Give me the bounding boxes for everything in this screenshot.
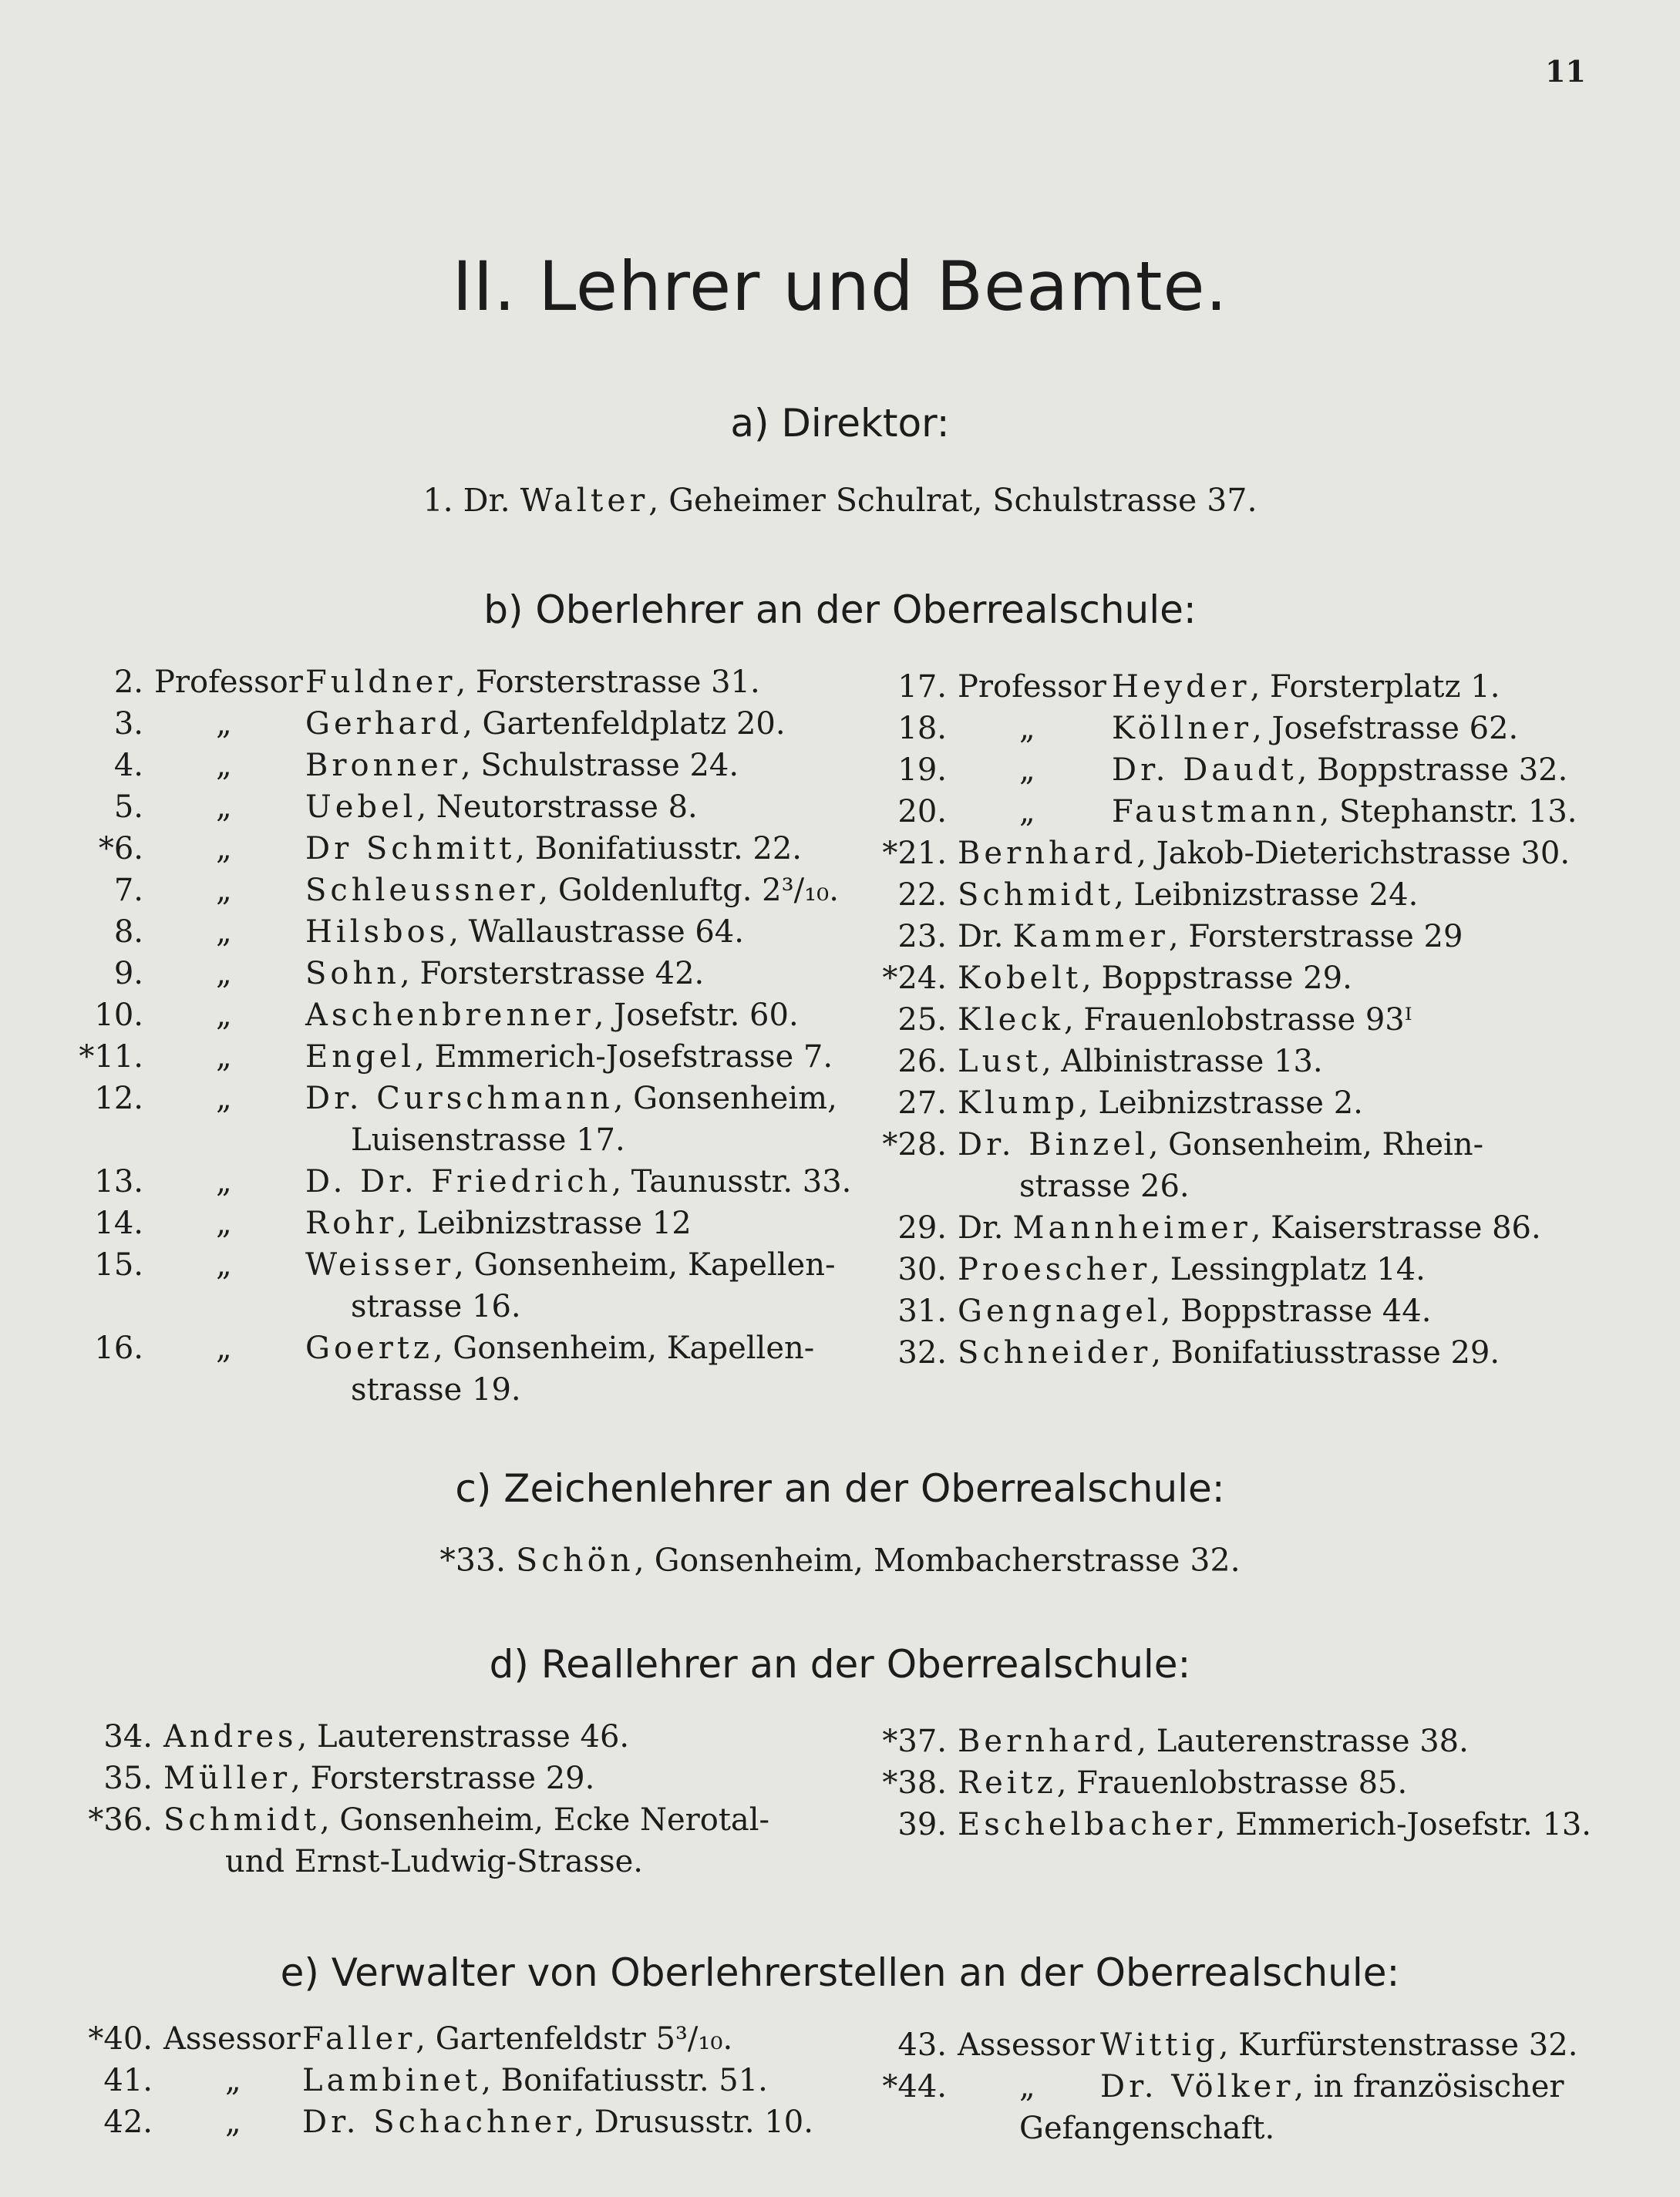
- entry-number: 35.: [103, 1761, 153, 1796]
- list-entry: [897, 1002, 1577, 1044]
- entry-text: , Emmerich-Josefstr. 13.: [1215, 1807, 1592, 1842]
- entry-name: Kleck: [958, 1002, 1064, 1038]
- entry-text: , Bonifatiusstr. 51.: [481, 2063, 768, 2098]
- entry-name: Andres: [163, 1719, 298, 1755]
- entry-number: *24.: [882, 961, 947, 996]
- entry-text: , Gonsenheim, Rhein-: [1148, 1127, 1484, 1162]
- entry-number: 27.: [897, 1085, 947, 1121]
- entry-title: „: [216, 914, 232, 950]
- entry-title: „: [216, 873, 232, 908]
- entry-name: Wittig: [1100, 2027, 1219, 2063]
- list-entry: [897, 1085, 1577, 1127]
- entry-name: Dr. Daudt: [1112, 752, 1298, 788]
- entry-name: Sohn: [305, 956, 401, 991]
- entry-number: 15.: [94, 1247, 143, 1283]
- list-entry: [103, 1761, 769, 1802]
- entry-number: 42.: [103, 2104, 153, 2140]
- entry-title: Assessor: [163, 2021, 301, 2057]
- entry-text: , Forsterplatz 1.: [1250, 669, 1500, 705]
- entry-name: Faustmann: [1112, 794, 1320, 829]
- verwalter-right-column: [882, 2027, 1578, 2152]
- list-entry: [897, 1335, 1577, 1377]
- entry-text: , Neutorstrasse 8.: [416, 789, 698, 825]
- entry-name: Dr. Binzel: [958, 1127, 1149, 1162]
- entry-number: *6.: [98, 831, 143, 866]
- list-entry: [113, 789, 851, 831]
- list-entry: [897, 711, 1577, 752]
- section-heading-verwalter: e) Verwalter von Oberlehrerstellen an der Oberrealschule:: [280, 1950, 1400, 1995]
- entry-text: , Forsterstrasse 29: [1168, 919, 1463, 954]
- entry-number: 23.: [897, 919, 947, 954]
- entry-text: , Forsterstrasse 29.: [291, 1761, 595, 1796]
- entry-text: , Jakob-Dieterichstrasse 30.: [1136, 836, 1571, 871]
- entry-title: „: [1019, 794, 1035, 829]
- list-entry: [882, 1724, 1591, 1765]
- page-title: II. Lehrer und Beamte.: [452, 247, 1228, 326]
- entry-title: „: [216, 706, 232, 742]
- entry-title: Dr.: [958, 1210, 1004, 1246]
- reallehrer-left-column: [88, 1719, 770, 1886]
- list-entry: [94, 1247, 851, 1289]
- entry-number: *37.: [882, 1724, 947, 1759]
- entry-title: „: [1019, 752, 1035, 788]
- entry-text: , Taunusstr. 33.: [611, 1164, 852, 1199]
- entry-name: Schleussner: [305, 873, 539, 908]
- entry-name: Bernhard: [958, 1724, 1137, 1759]
- entry-title: „: [225, 2104, 241, 2140]
- entry-number: 32.: [897, 1335, 947, 1371]
- entry-number: 2.: [113, 664, 143, 700]
- entry-number: *33.: [439, 1542, 507, 1579]
- entry-text: , Lauterenstrasse 38.: [1136, 1724, 1469, 1759]
- entry-text: , Gonsenheim, Mombacherstrasse 32.: [634, 1542, 1241, 1579]
- list-entry: [897, 2027, 1578, 2069]
- entry-title: „: [216, 789, 232, 825]
- list-entry: [897, 1210, 1577, 1252]
- oberlehrer-left-column: [79, 664, 852, 1414]
- entry-number: *44.: [882, 2069, 947, 2104]
- entry-number: 29.: [897, 1210, 947, 1246]
- entry-name: Müller: [163, 1761, 291, 1796]
- list-entry: [897, 877, 1577, 919]
- entry-number: 9.: [113, 956, 143, 991]
- entry-text: , Boppstrasse 29.: [1082, 961, 1352, 996]
- entry-title: „: [216, 1164, 232, 1199]
- list-entry: [897, 752, 1577, 794]
- entry-text: , Gonsenheim, Kapellen-: [454, 1247, 836, 1283]
- entry-text: , Gartenfeldstr 5³/₁₀.: [416, 2021, 733, 2057]
- entry-title: „: [1019, 2069, 1035, 2104]
- entry-number: 19.: [897, 752, 947, 788]
- entry-number: 25.: [897, 1002, 947, 1038]
- entry-name: Walter: [520, 482, 649, 519]
- entry-name: Klump: [958, 1085, 1079, 1121]
- entry-name: Dr. Curschmann: [305, 1081, 614, 1116]
- list-entry: [897, 669, 1577, 711]
- entry-direktor: [0, 482, 1680, 519]
- entry-number: 12.: [94, 1081, 143, 1116]
- entry-text: , Stephanstr. 13.: [1319, 794, 1577, 829]
- entry-name: Dr. Schachner: [302, 2104, 575, 2140]
- list-entry: [113, 914, 851, 956]
- entry-name: Schmidt: [958, 877, 1114, 913]
- list-entry: [88, 1802, 770, 1844]
- entry-name: Rohr: [305, 1206, 398, 1241]
- entry-continuation: und Ernst-Ludwig-Strasse.: [225, 1844, 644, 1879]
- page-number: 11: [1545, 54, 1586, 89]
- entry-number: 26.: [897, 1044, 947, 1079]
- section-heading-zeichenlehrer: c) Zeichenlehrer an der Oberrealschule:: [455, 1466, 1225, 1511]
- entry-number: 18.: [897, 711, 947, 746]
- entry-name: Faller: [302, 2021, 416, 2057]
- entry-title: „: [225, 2063, 241, 2098]
- entry-title: „: [216, 998, 232, 1033]
- entry-number: 4.: [113, 748, 143, 783]
- section-heading-oberlehrer: b) Oberlehrer an der Oberrealschule:: [483, 587, 1197, 632]
- entry-name: Gerhard: [305, 706, 463, 742]
- entry-zeichenlehrer: [0, 1542, 1680, 1579]
- entry-text: , Josefstr. 60.: [594, 998, 799, 1033]
- list-entry: [897, 1252, 1577, 1294]
- entry-name: Kammer: [1012, 919, 1169, 954]
- list-entry: [897, 794, 1577, 836]
- list-entry: [94, 1081, 851, 1122]
- list-entry: [113, 956, 851, 998]
- entry-number: 7.: [113, 873, 143, 908]
- entry-text: , Kurfürstenstrasse 32.: [1218, 2027, 1578, 2063]
- list-entry: [882, 1765, 1591, 1807]
- entry-name: Schön: [516, 1542, 635, 1579]
- section-heading-reallehrer: d) Reallehrer an der Oberrealschule:: [489, 1642, 1191, 1687]
- list-entry: [897, 1807, 1592, 1849]
- entry-name: Dr. Völker: [1100, 2069, 1295, 2104]
- entry-name: Schmidt: [163, 1802, 320, 1838]
- entry-name: Gengnagel: [958, 1294, 1161, 1329]
- entry-continuation: strasse 16.: [351, 1289, 521, 1324]
- entry-number: 3.: [113, 706, 143, 742]
- entry-number: 39.: [897, 1807, 947, 1842]
- list-entry: [94, 1164, 852, 1206]
- list-entry: [103, 1719, 769, 1761]
- entry-text: , Leibnizstrasse 2.: [1078, 1085, 1363, 1121]
- entry-text: , Drususstr. 10.: [574, 2104, 813, 2140]
- entry-title: Dr.: [958, 919, 1004, 954]
- entry-text: , Geheimer Schulrat, Schulstrasse 37.: [648, 482, 1257, 519]
- entry-text: , Bonifatiusstrasse 29.: [1151, 1335, 1500, 1371]
- list-entry: [113, 664, 851, 706]
- entry-title: „: [216, 956, 232, 991]
- entry-title: „: [216, 1081, 232, 1116]
- entry-name: Schneider: [958, 1335, 1152, 1371]
- entry-name: Engel: [305, 1039, 416, 1075]
- list-entry: [113, 748, 851, 789]
- reallehrer-right-column: [882, 1724, 1592, 1849]
- entry-text: , Josefstrasse 62.: [1252, 711, 1519, 746]
- entry-name: Weisser: [305, 1247, 455, 1283]
- entry-number: 10.: [94, 998, 143, 1033]
- entry-text: , Frauenlobstrasse 93ᴵ: [1064, 1002, 1412, 1038]
- entry-text: , Gonsenheim,: [613, 1081, 837, 1116]
- entry-number: 31.: [897, 1294, 947, 1329]
- entry-name: Goertz: [305, 1331, 433, 1366]
- entry-name: Eschelbacher: [958, 1807, 1216, 1842]
- list-entry: [897, 1044, 1577, 1085]
- entry-title: „: [216, 1247, 232, 1283]
- list-entry: [94, 998, 851, 1039]
- entry-name: Hilsbos: [305, 914, 449, 950]
- entry-number: 8.: [113, 914, 143, 950]
- entry-text: , Goldenluftg. 2³/₁₀.: [538, 873, 839, 908]
- entry-number: *36.: [88, 1802, 153, 1838]
- entry-name: Heyder: [1112, 669, 1251, 705]
- entry-text: , Gonsenheim, Kapellen-: [433, 1331, 815, 1366]
- entry-text: , Leibnizstrasse 12: [397, 1206, 692, 1241]
- entry-number: 5.: [113, 789, 143, 825]
- entry-name: Mannheimer: [1012, 1210, 1251, 1246]
- entry-number: 20.: [897, 794, 947, 829]
- entry-number: 30.: [897, 1252, 947, 1287]
- entry-title: „: [1019, 711, 1035, 746]
- entry-text: , Forsterstrasse 31.: [456, 664, 760, 700]
- entry-title: „: [216, 831, 232, 866]
- list-entry: [94, 1331, 851, 1372]
- list-entry: [103, 2104, 813, 2146]
- entry-number: *28.: [882, 1127, 947, 1162]
- entry-name: Reitz: [958, 1765, 1057, 1801]
- list-entry: [882, 1127, 1577, 1169]
- list-entry: [882, 961, 1577, 1002]
- entry-text: , Forsterstrasse 42.: [400, 956, 705, 991]
- entry-continuation: strasse 19.: [351, 1372, 521, 1408]
- section-heading-direktor: a) Direktor:: [730, 401, 950, 446]
- entry-number: *38.: [882, 1765, 947, 1801]
- entry-name: D. Dr. Friedrich: [305, 1164, 612, 1199]
- entry-text: , in französischer: [1294, 2069, 1564, 2104]
- entry-name: Uebel: [305, 789, 417, 825]
- entry-text: , Kaiserstrasse 86.: [1251, 1210, 1541, 1246]
- entry-number: 14.: [94, 1206, 143, 1241]
- entry-continuation: Luisenstrasse 17.: [351, 1122, 625, 1158]
- entry-name: Bronner: [305, 748, 461, 783]
- entry-title: „: [216, 1331, 232, 1366]
- entry-number: 41.: [103, 2063, 153, 2098]
- oberlehrer-right-column: [882, 669, 1577, 1377]
- entry-number: *40.: [88, 2021, 153, 2057]
- entry-number: 34.: [103, 1719, 153, 1755]
- entry-title: Assessor: [958, 2027, 1095, 2063]
- entry-continuation: strasse 26.: [1019, 1169, 1190, 1204]
- entry-number: *11.: [79, 1039, 143, 1075]
- entry-text: , Albinistrasse 13.: [1041, 1044, 1323, 1079]
- entry-number: 1.: [423, 482, 453, 519]
- verwalter-left-column: [88, 2021, 813, 2146]
- entry-number: *21.: [882, 836, 947, 871]
- entry-text: , Lessingplatz 14.: [1150, 1252, 1426, 1287]
- list-entry: [94, 1206, 851, 1247]
- list-entry: [882, 2069, 1577, 2111]
- entry-title: „: [216, 1206, 232, 1241]
- list-entry: [897, 919, 1577, 961]
- entry-title: Professor: [958, 669, 1106, 705]
- list-entry: [882, 836, 1577, 877]
- entry-title: „: [216, 1039, 232, 1075]
- entry-name: Kobelt: [958, 961, 1082, 996]
- entry-number: 43.: [897, 2027, 947, 2063]
- list-entry: [103, 2063, 813, 2104]
- entry-name: Lust: [958, 1044, 1042, 1079]
- entry-number: 17.: [897, 669, 947, 705]
- entry-title: „: [216, 748, 232, 783]
- list-entry: [113, 706, 851, 748]
- entry-number: 22.: [897, 877, 947, 913]
- entry-name: Bernhard: [958, 836, 1137, 871]
- entry-text: , Schulstrasse 24.: [460, 748, 739, 783]
- entry-name: Aschenbrenner: [305, 998, 594, 1033]
- entry-text: , Gartenfeldplatz 20.: [463, 706, 786, 742]
- entry-text: , Boppstrasse 44.: [1160, 1294, 1432, 1329]
- entry-title: Professor: [154, 664, 303, 700]
- entry-text: , Wallaustrasse 64.: [449, 914, 744, 950]
- entry-text: , Bonifatiusstr. 22.: [515, 831, 802, 866]
- entry-number: 13.: [94, 1164, 143, 1199]
- list-entry: [98, 831, 851, 873]
- entry-name: Proescher: [958, 1252, 1151, 1287]
- list-entry: [897, 1294, 1577, 1335]
- entry-name: Lambinet: [302, 2063, 482, 2098]
- list-entry: [113, 873, 851, 914]
- entry-text: , Leibnizstrasse 24.: [1113, 877, 1419, 913]
- entry-text: , Emmerich-Josefstrasse 7.: [415, 1039, 833, 1075]
- entry-title: Dr.: [463, 482, 510, 519]
- entry-name: Köllner: [1112, 711, 1253, 746]
- entry-text: , Lauterenstrasse 46.: [297, 1719, 630, 1755]
- entry-name: Dr Schmitt: [305, 831, 516, 866]
- entry-name: Fuldner: [305, 664, 456, 700]
- entry-continuation: Gefangenschaft.: [1019, 2111, 1275, 2146]
- list-entry: [88, 2021, 813, 2063]
- entry-number: 16.: [94, 1331, 143, 1366]
- entry-text: , Gonsenheim, Ecke Nerotal-: [319, 1802, 770, 1838]
- entry-text: , Frauenlobstrasse 85.: [1056, 1765, 1408, 1801]
- list-entry: [79, 1039, 851, 1081]
- entry-text: , Boppstrasse 32.: [1297, 752, 1568, 788]
